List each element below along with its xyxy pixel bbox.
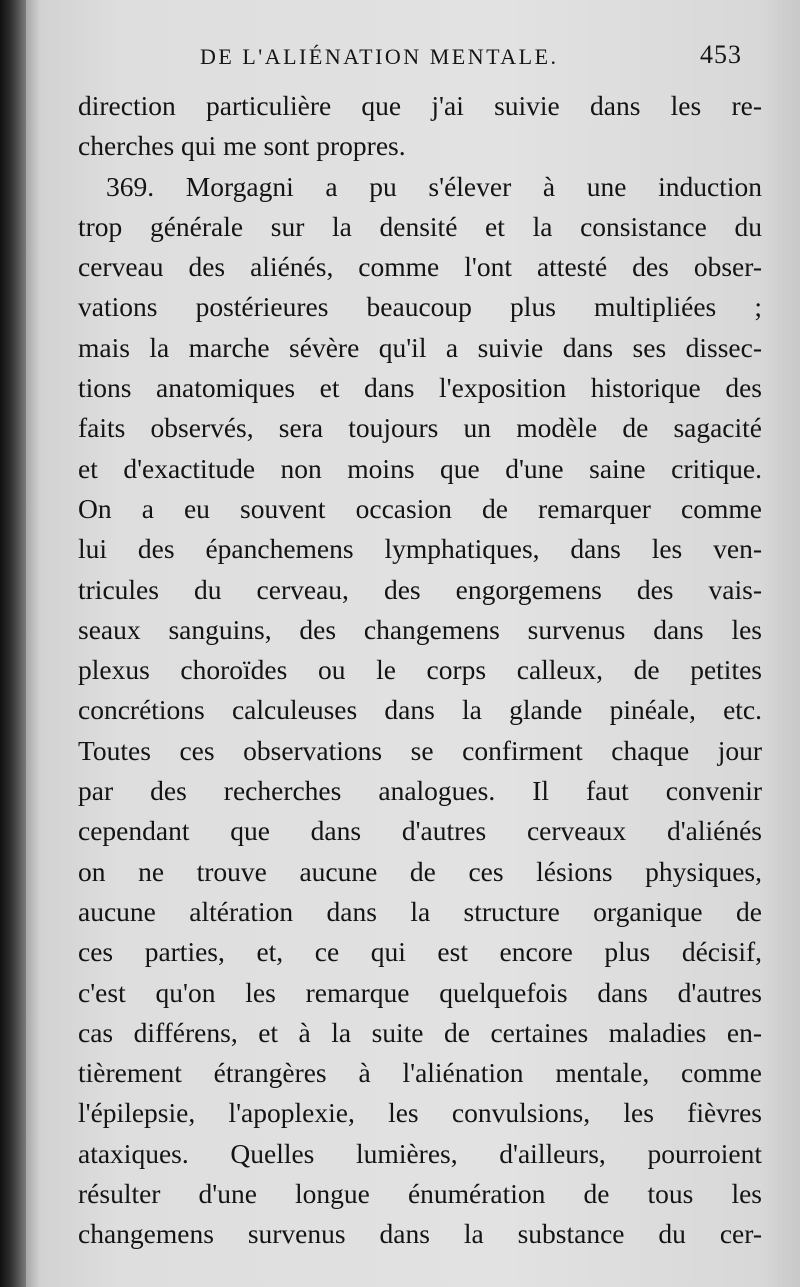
text-line: cependant que dans d'autres cerveaux d'aliénés: [78, 815, 762, 847]
text-line: seaux sanguins, des changemens survenus dans les: [78, 613, 762, 645]
page-binding-edge: [0, 0, 26, 1287]
text-line: direction particulière que j'ai suivie dans les re-: [78, 90, 762, 121]
text-line: trop générale sur la densité et la consistance du: [78, 210, 762, 242]
text-line: ces parties, et, ce qui est encore plus décisif,: [78, 936, 762, 968]
text-line: mais la marche sévère qu'il a suivie dans ses dissec-: [78, 331, 762, 363]
text-line: on ne trouve aucune de ces lésions physiques,: [78, 855, 762, 887]
text-line: par des recherches analogues. Il faut convenir: [78, 775, 762, 807]
running-header: [200, 38, 760, 78]
text-line: cherches qui me sont propres.: [78, 130, 406, 162]
text-line: 369. Morgagni a pu s'élever à une induction: [106, 170, 762, 202]
page-number: 453: [700, 40, 742, 69]
text-line: concrétions calculeuses dans la glande pinéale, etc.: [78, 694, 762, 726]
text-line: changemens survenus dans la substance du cer-: [78, 1218, 762, 1250]
running-title: DE L'ALIÉNATION MENTALE.: [200, 44, 559, 69]
text-line: lui des épanchemens lymphatiques, dans les ven-: [78, 533, 762, 565]
text-line: cas différens, et à la suite de certaines maladies en-: [78, 1016, 762, 1048]
text-line: cerveau des aliénés, comme l'ont attesté des obser-: [78, 251, 762, 283]
text-line: l'épilepsie, l'apoplexie, les convulsions, les fièvres: [78, 1097, 762, 1129]
text-line: On a eu souvent occasion de remarquer comme: [78, 492, 762, 524]
body-text: [78, 86, 762, 1255]
text-line: Toutes ces observations se confirment chaque jour: [78, 734, 762, 766]
text-line: ataxiques. Quelles lumières, d'ailleurs, pourroient: [78, 1137, 762, 1169]
text-line: c'est qu'on les remarque quelquefois dans d'autres: [78, 976, 762, 1008]
text-line: plexus choroïdes ou le corps calleux, de petites: [78, 654, 762, 686]
text-line: et d'exactitude non moins que d'une saine critique.: [78, 452, 762, 484]
text-line: tricules du cerveau, des engorgemens des vais-: [78, 573, 762, 605]
text-line: faits observés, sera toujours un modèle de sagacité: [78, 412, 762, 444]
text-line: tions anatomiques et dans l'exposition historique des: [78, 372, 762, 404]
text-line: aucune altération dans la structure organique de: [78, 895, 762, 927]
text-line: résulter d'une longue énumération de tous les: [78, 1178, 762, 1210]
text-line: tièrement étrangères à l'aliénation mentale, comme: [78, 1057, 762, 1089]
text-line: vations postérieures beaucoup plus multipliées ;: [78, 291, 762, 323]
